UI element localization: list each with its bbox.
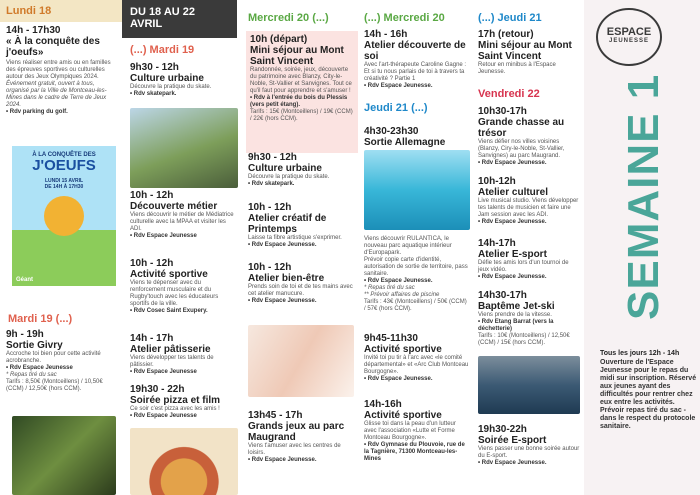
- event-time: 10h - 12h: [130, 190, 174, 201]
- event-desc: Ce soir c'est pizza avec les amis !: [130, 406, 220, 412]
- event-tarif: Tarifs : 10€ (Montceillens) / 12,50€ (CCM) / 15€ (hors CCM).: [478, 333, 570, 346]
- event-conquete: [0, 22, 122, 119]
- event-desc: Avec l'art-thérapeute Caroline Gagne : Et si tu nous parlais de toi à travers ta créativité ? Partie 1: [364, 62, 467, 82]
- poster-conquete: À LA CONQUÊTE DES J'OEUFS LUNDI 15 AVRIL DE 14H À 17H30 Géant: [12, 146, 116, 286]
- event-desc: Viens découvrir le métier de Médiatrice culturelle avec la MPAA et visiter les ADI.: [130, 212, 234, 232]
- event-desc: Viens développer tes talents de pâtissier.: [130, 355, 214, 368]
- event-title: Atelier bien-être: [248, 273, 325, 284]
- medal-icon: [44, 196, 84, 236]
- event-time: 14h-16h: [364, 399, 402, 410]
- photo-pizza: [130, 428, 238, 495]
- event-mini-sejour-retour: [474, 27, 584, 78]
- event-rdv: • Rdv Espace Jeunesse: [130, 369, 197, 375]
- event-mini-sejour-depart: [246, 31, 358, 153]
- event-desc: Laisse ta fibre artistique s'exprimer.: [248, 235, 342, 241]
- event-title: Baptême Jet-ski: [478, 301, 555, 312]
- event-chasse-tresor: [474, 106, 584, 167]
- column-mardi: [122, 0, 242, 495]
- event-desc: Découvre la pratique du skate.: [248, 174, 330, 180]
- photo-piscine: [364, 150, 470, 230]
- event-title: « À la conquête des j'oeufs»: [6, 36, 100, 58]
- event-rdv: • Rdv skatepark.: [130, 91, 177, 97]
- event-note: * Repas tiré du sac: [364, 285, 415, 291]
- event-time: 9h30 - 12h: [248, 152, 297, 163]
- event-rdv: • Rdv skatepark.: [248, 181, 295, 187]
- event-desc-2: Prévoir copie carte d'identité, autorisation de sortie de territoire, pass sanitaire.: [364, 257, 468, 277]
- event-title: Mini séjour au Mont Saint Vincent: [250, 45, 344, 67]
- event-desc: Découvre la pratique du skate.: [130, 84, 212, 90]
- event-rdv: • Rdv Gymnase du Plouvoie, rue de la Tagnière, 71300 Montceau-les-Mines: [364, 442, 465, 462]
- event-rdv: • Rdv Espace Jeunesse.: [478, 274, 547, 280]
- logo-espace-jeunesse: ESPACE JEUNESSE: [596, 8, 662, 66]
- event-title: Activité sportive: [130, 269, 208, 280]
- event-rdv: • Rdv Espace Jeunesse.: [478, 160, 547, 166]
- event-desc: Randonnée, soirée, jeux, découverte du patrimoine avec Blanzy, City-le-Noble, St-Vallier et Sanvignes. Tout ce qu'il faut pour apprendre et s'amuser !: [250, 67, 352, 94]
- event-soiree-esport: [474, 424, 584, 467]
- event-tarif: Tarifs : 43€ (Montceillens) / 50€ (CCM) / 57€ (hors CCM).: [364, 299, 467, 312]
- event-desc: Défie tes amis lors d'un tournoi de jeux vidéo.: [478, 260, 569, 273]
- event-time: 17h (retour): [478, 29, 534, 40]
- event-title: Culture urbaine: [130, 73, 204, 84]
- photo-manucure: [248, 325, 354, 397]
- event-note: Événement gratuit, ouvert à tous, organisé par la Ville de Montceau-les-Mines dans le cadre de Terre de Jeux 2024.: [6, 81, 107, 108]
- event-desc: Viens réaliser entre amis ou en familles des épreuves sportives ou culturelles autour des Jeux Olympiques 2024.: [6, 60, 111, 80]
- event-title: Activité sportive: [364, 410, 442, 421]
- event-desc: Prends soin de toi et de tes mains avec cet atelier manucure.: [248, 284, 353, 297]
- event-grands-jeux: [242, 410, 360, 464]
- event-time: 9h - 19h: [6, 329, 44, 340]
- event-rdv: • Rdv Espace Jeunesse.: [364, 376, 433, 382]
- event-title: Mini séjour au Mont Saint Vincent: [478, 40, 572, 62]
- event-title: Atelier découverte de soi: [364, 40, 466, 62]
- event-rdv: • Rdv Cosec Saint Exupery.: [130, 308, 208, 314]
- info-text: Ouverture de l'Espace Jeunesse pour le repas du midi sur inscription. Réservé aux jeunes ayant des difficultés pour rentrer chez eux entre les activités. Prévoir repas tiré du sac - dans le respect du protocole sanitaire.: [600, 359, 697, 430]
- event-title: Sortie Givry: [6, 340, 63, 351]
- event-decouverte-soi: [360, 27, 474, 92]
- column-lundi: [0, 0, 122, 495]
- event-desc: Viens défier nos villes voisines (Blanzy, Ciry-le-Noble, St-Vallier, Sanvignes) au parc Maugrand.: [478, 139, 565, 159]
- day-header-mardi-1: Mardi 19 (...): [8, 313, 73, 325]
- event-rdv: • Rdv Espace Jeunesse.: [248, 242, 317, 248]
- event-time: 13h45 - 17h: [248, 410, 303, 421]
- event-title: Atelier E-sport: [478, 249, 547, 260]
- event-time: 10h30-17h: [478, 106, 527, 117]
- event-esport-atelier: [474, 238, 584, 281]
- day-header-mercredi-2: (...) Mercredi 20: [364, 12, 445, 24]
- event-note-2: ** Prévoir affaires de piscine: [364, 292, 440, 298]
- day-header-jeudi-2: (...) Jeudi 21: [478, 12, 542, 24]
- event-rdv: • Rdv à l'entrée du bois du Plessis (vers petit étang).: [250, 95, 348, 108]
- event-time: 14h - 17h: [130, 333, 174, 344]
- column-vendredi: [474, 0, 584, 495]
- event-time: 14h - 16h: [364, 29, 408, 40]
- event-desc: Viens t'amuser avec les centres de loisirs.: [248, 443, 341, 456]
- period-header: DU 18 AU 22 AVRIL: [122, 0, 237, 38]
- info-title: Tous les jours 12h - 14h: [600, 350, 680, 357]
- photo-acrobranche: [12, 416, 116, 495]
- event-time: 10h (départ): [250, 34, 308, 45]
- event-allemagne-details: [360, 236, 474, 313]
- event-pizza: [122, 384, 242, 420]
- event-desc: Live musical studio. Viens développer tes talents de musicien et faire une Jam session avec les ADI.: [478, 198, 579, 218]
- event-desc: Viens découvrir RULANTICA, le nouveau parc aquatique intérieur d'Europapark.: [364, 236, 452, 256]
- photo-jet-ski: [478, 356, 580, 414]
- event-atelier-creatif: [242, 202, 360, 249]
- event-tir-arc: [360, 333, 474, 383]
- event-desc: Viens te dépenser avec du renforcement musculaire et du Rugby'touch avec les éducateurs sportifs de la ville.: [130, 280, 219, 307]
- event-culture-urbaine-1: [122, 59, 242, 101]
- event-note: * Repas tiré du sac: [6, 372, 57, 378]
- event-rdv: • Rdv Espace Jeunesse.: [248, 298, 317, 304]
- day-header-vendredi: Vendredi 22: [478, 88, 540, 100]
- day-header-mercredi-1: Mercredi 20 (...): [248, 12, 329, 24]
- event-patisserie: [122, 333, 242, 376]
- event-title: Découverte métier: [130, 201, 218, 212]
- event-givry: [0, 329, 122, 393]
- event-title: Culture urbaine: [248, 163, 322, 174]
- event-time: 9h30 - 12h: [130, 62, 179, 73]
- side-panel: [584, 0, 700, 495]
- event-desc: Invité toi pu tir à l'arc avec «le comité départemental» et «Arc Club Montceau Bourgogne».: [364, 355, 469, 375]
- event-time: 10h-12h: [478, 176, 516, 187]
- event-desc: Viens prendre de la vitesse.: [478, 312, 552, 318]
- column-mercredi: [242, 0, 360, 495]
- event-time: 10h - 12h: [248, 202, 292, 213]
- event-time: 14h-17h: [478, 238, 516, 249]
- event-time: 14h - 17h30: [6, 25, 61, 36]
- event-rdv: • Rdv Espace Jeunesse.: [478, 219, 547, 225]
- event-title: Soirée pizza et film: [130, 395, 221, 406]
- event-time: 19h30 - 22h: [130, 384, 185, 395]
- event-desc: Retour en minibus à l'Espace Jeunesse.: [478, 62, 556, 75]
- day-header-jeudi-1: Jeudi 21 (...): [364, 102, 428, 114]
- event-rdv: • Rdv Espace Jeunesse: [130, 233, 197, 239]
- event-rdv: • Rdv parking du golf.: [6, 109, 68, 115]
- event-decouverte-metier: [122, 190, 242, 240]
- event-desc: Viens passer une bonne soirée autour du E-sport.: [478, 446, 580, 459]
- event-time: 4h30-23h30: [364, 126, 419, 137]
- event-allemagne-title: [360, 126, 474, 148]
- event-tarif: Tarifs : 8,50€ (Montceillens) / 10,50€ (CCM) / 12,50€ (hors CCM).: [6, 379, 103, 392]
- event-desc: Accroche toi bien pour cette activité acrobranche.: [6, 351, 101, 364]
- event-time: 9h45-11h30: [364, 333, 418, 344]
- event-rdv: • Rdv Etang Barrat (vers la déchetterie): [478, 319, 554, 332]
- event-time: 14h30-17h: [478, 290, 527, 301]
- event-title: Atelier créatif de Printemps: [248, 213, 327, 235]
- event-rdv: • Rdv Espace Jeunesse.: [248, 457, 317, 463]
- column-jeudi: [360, 0, 474, 495]
- event-title: Grande chasse au trésor: [478, 117, 565, 139]
- event-time: 19h30-22h: [478, 424, 527, 435]
- day-header-mardi-2: (...) Mardi 19: [130, 44, 195, 56]
- event-time: 10h - 12h: [248, 262, 292, 273]
- event-title: Activité sportive: [364, 344, 442, 355]
- photo-skate: [130, 108, 238, 188]
- event-tarif: Tarifs : 15€ (Montceillens) / 19€ (CCM) / 22€ (hors CCM).: [250, 109, 353, 122]
- event-jet-ski: [474, 290, 584, 347]
- event-desc: Glisse toi dans la peau d'un lutteur avec l'association «Lutte et Forme Montceau Bourgogne».: [364, 421, 456, 441]
- event-title: Soirée E-sport: [478, 435, 547, 446]
- event-bien-etre: [242, 262, 360, 305]
- event-rdv: • Rdv Espace Jeunesse: [130, 413, 197, 419]
- event-rdv: • Rdv Espace Jeunesse: [6, 365, 73, 371]
- event-title: Grands jeux au parc Maugrand: [248, 421, 345, 443]
- event-title: Atelier pâtisserie: [130, 344, 211, 355]
- event-rdv: • Rdv Espace Jeunesse.: [478, 460, 547, 466]
- event-rdv: • Rdv Espace Jeunesse.: [364, 83, 433, 89]
- semaine-vertical-title: SEMAINE 1: [619, 73, 668, 320]
- event-title: Atelier culturel: [478, 187, 549, 198]
- event-rdv: • Rdv Espace Jeunesse.: [364, 278, 433, 284]
- event-time: 10h - 12h: [130, 258, 174, 269]
- event-lutte: [360, 399, 474, 463]
- day-header-lundi: Lundi 18: [0, 0, 122, 22]
- info-block: [600, 350, 698, 431]
- event-title: Sortie Allemagne: [364, 137, 446, 148]
- event-activite-sportive-1: [122, 258, 242, 315]
- event-culture-urbaine-2: [242, 152, 360, 188]
- event-atelier-culturel: [474, 176, 584, 226]
